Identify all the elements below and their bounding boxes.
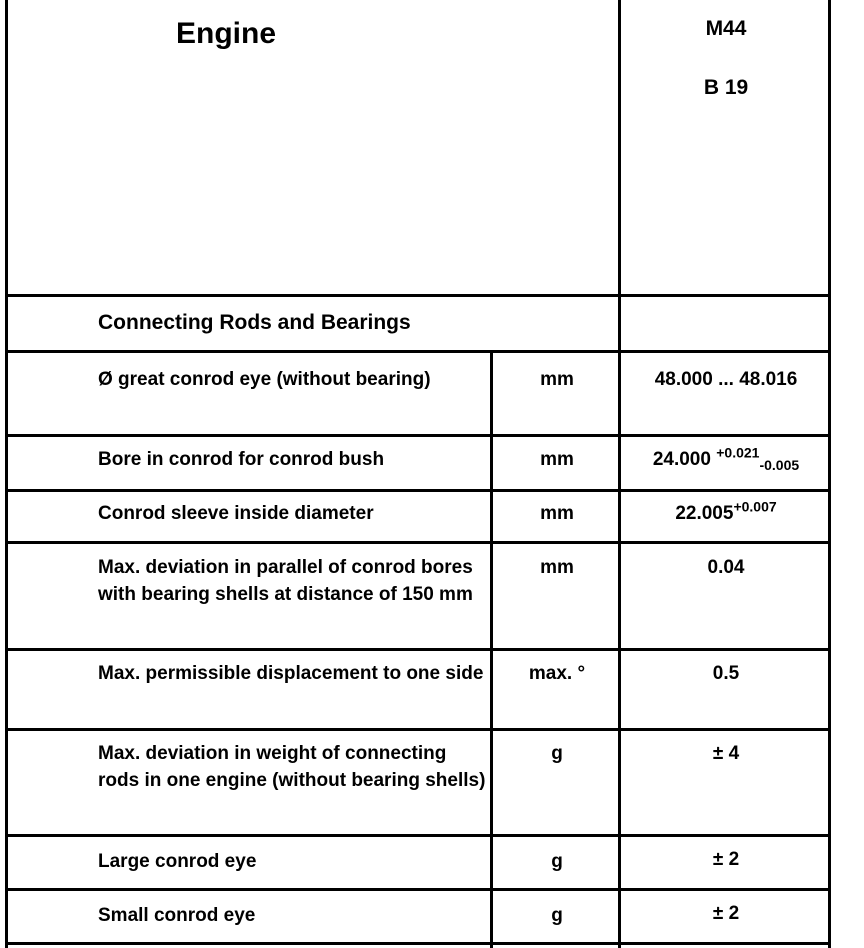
row-7-unit: g <box>551 851 563 872</box>
row-5-description: Max. permissible displacement to one side <box>98 663 484 684</box>
table-border-right <box>828 0 831 948</box>
row-8-unit: g <box>551 905 563 926</box>
row-divider-6 <box>5 834 831 837</box>
row-1-unit: mm <box>540 369 574 390</box>
row-3-value-upper-tolerance: +0.007 <box>733 498 777 515</box>
row-7-value: ± 2 <box>712 849 740 870</box>
row-4-value: 0.04 <box>707 557 745 578</box>
engine-variant: B 19 <box>703 76 749 99</box>
row-divider-1 <box>5 434 831 437</box>
row-7-description: Large conrod eye <box>98 851 257 872</box>
row-8-description: Small conrod eye <box>98 905 256 926</box>
row-1-value: 48.000 ... 48.016 <box>654 369 798 390</box>
row-1-description: Ø great conrod eye (without bearing) <box>98 369 431 390</box>
row-2-value-lower-tolerance: -0.005 <box>759 456 800 473</box>
row-2-description: Bore in conrod for conrod bush <box>98 449 385 470</box>
table-border-left <box>5 0 8 948</box>
row-divider-7 <box>5 888 831 891</box>
row-divider-3 <box>5 541 831 544</box>
row-2-value-upper-tolerance: +0.021 <box>716 444 760 461</box>
row-4-unit: mm <box>540 557 574 578</box>
row-divider-4 <box>5 648 831 651</box>
engine-code: M44 <box>705 17 747 40</box>
row-5-unit: max. ° <box>528 663 586 684</box>
row-3-value-base: 22.005 <box>675 503 734 524</box>
row-3-value <box>621 500 831 527</box>
row-2-value-base: 24.000 <box>652 449 717 470</box>
section-title: Connecting Rods and Bearings <box>98 311 411 334</box>
engine-label: Engine <box>176 17 277 50</box>
row-4-description: Max. deviation in parallel of conrod bores with bearing shells at distance of 150 mm <box>98 557 473 605</box>
column-divider-value <box>618 0 621 948</box>
row-3-description: Conrod sleeve inside diameter <box>98 503 374 524</box>
table-border-bottom <box>5 942 831 945</box>
row-5-value: 0.5 <box>712 663 740 684</box>
row-6-unit: g <box>551 743 563 764</box>
row-2-value <box>621 446 831 473</box>
row-8-value: ± 2 <box>712 903 740 924</box>
row-6-description: Max. deviation in weight of connecting rods in one engine (without bearing shells) <box>98 743 486 791</box>
row-divider-2 <box>5 489 831 492</box>
section-divider <box>5 350 831 353</box>
row-6-value: ± 4 <box>712 743 740 764</box>
row-2-unit: mm <box>540 449 574 470</box>
header-divider <box>5 294 831 297</box>
row-3-unit: mm <box>540 503 574 524</box>
row-divider-5 <box>5 728 831 731</box>
